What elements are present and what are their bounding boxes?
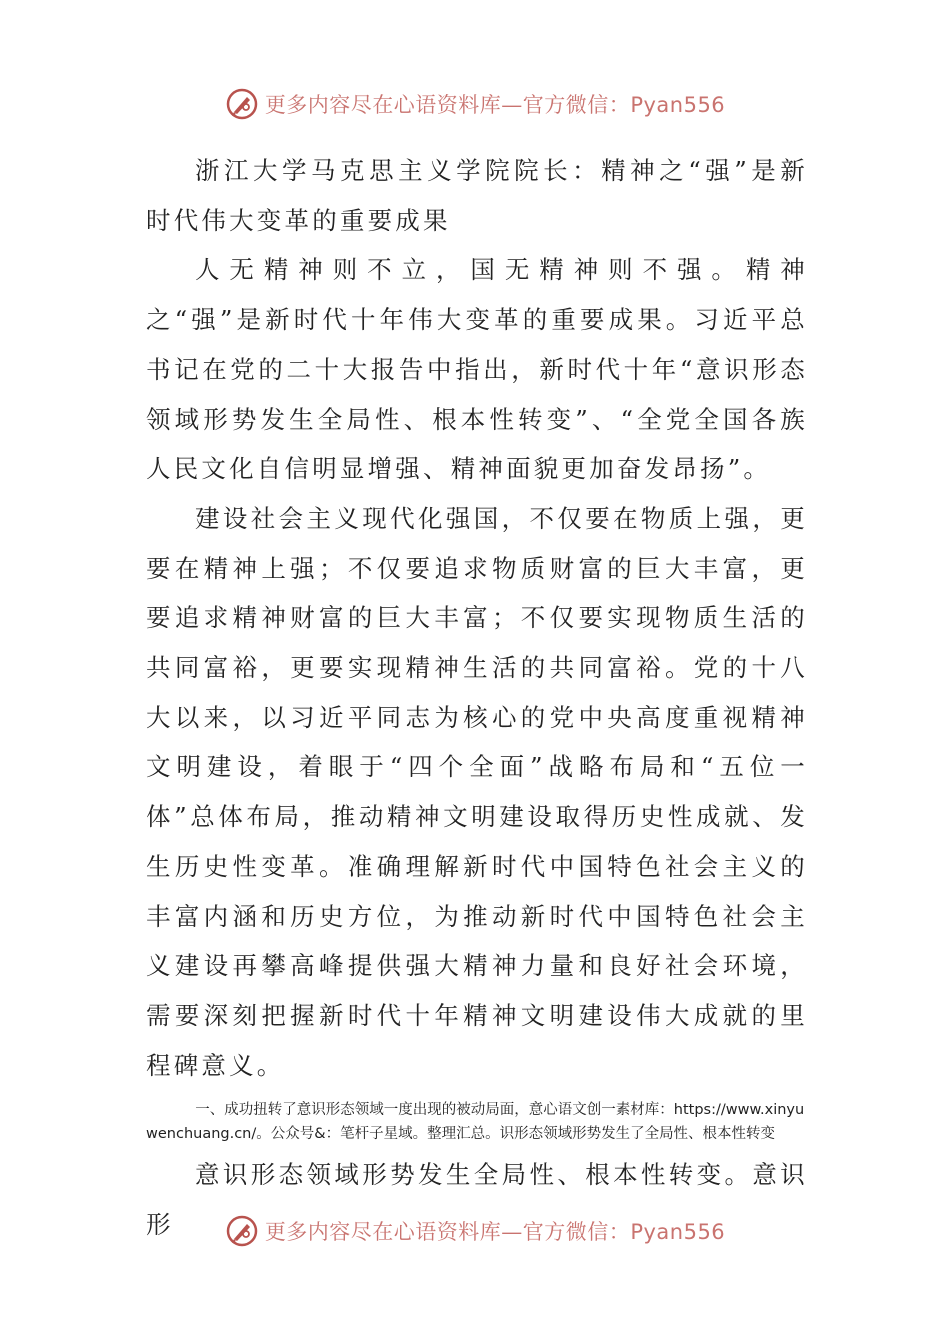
footer-banner bbox=[0, 1211, 950, 1251]
pen-logo-icon bbox=[225, 1214, 259, 1248]
document-body bbox=[146, 146, 808, 1250]
banner-wechat-id: Pyan556 bbox=[630, 93, 726, 117]
paragraph-1: 人无精神则不立，国无精神则不强。精神之“强”是新时代十年伟大变革的重要成果。习近平总书记在党的二十大报告中指出，新时代十年“意识形态领域形势发生全局性、根本性转变”、“全党全国各族人民文化自信明显增强、精神面貌更加奋发昂扬”。 bbox=[146, 255, 808, 484]
section-heading: 一、成功扭转了意识形态领域一度出现的被动局面，意心语文创一素材库：https://www.xinyuwenchuang.cn/。公众号&：笔杆子星域。整理汇总。识形态领域形势发生了全局性、根本性转变 bbox=[146, 1102, 805, 1143]
pen-logo-icon bbox=[225, 87, 259, 121]
paragraph-2: 建设社会主义现代化强国，不仅要在物质上强，更要在精神上强；不仅要追求物质财富的巨大丰富，更要追求精神财富的巨大丰富；不仅要实现物质生活的共同富裕，更要实现精神生活的共同富裕。党的十八大以来，以习近平同志为核心的党中央高度重视精神文明建设，着眼于“四个全面”战略布局和“五位一体”总体布局，推动精神文明建设取得历史性成就、发生历史性变革。准确理解新时代中国特色社会主义的丰富内涵和历史方位，为推动新时代中国特色社会主义建设再攀高峰提供强大精神力量和良好社会环境，需要深刻把握新时代十年精神文明建设伟大成就的里程碑意义。 bbox=[146, 503, 808, 1080]
banner-text: 更多内容尽在心语资料库—官方微信：Pyan556 bbox=[264, 1220, 726, 1244]
banner-wechat-id: Pyan556 bbox=[630, 1220, 726, 1244]
document-title: 浙江大学马克思主义学院院长：精神之“强”是新时代伟大变革的重要成果 bbox=[146, 156, 808, 235]
header-banner bbox=[0, 84, 950, 124]
banner-text: 更多内容尽在心语资料库—官方微信：Pyan556 bbox=[264, 93, 726, 117]
paragraph-3: 意识形态领域形势发生全局性、根本性转变。意识形 bbox=[146, 1160, 808, 1240]
